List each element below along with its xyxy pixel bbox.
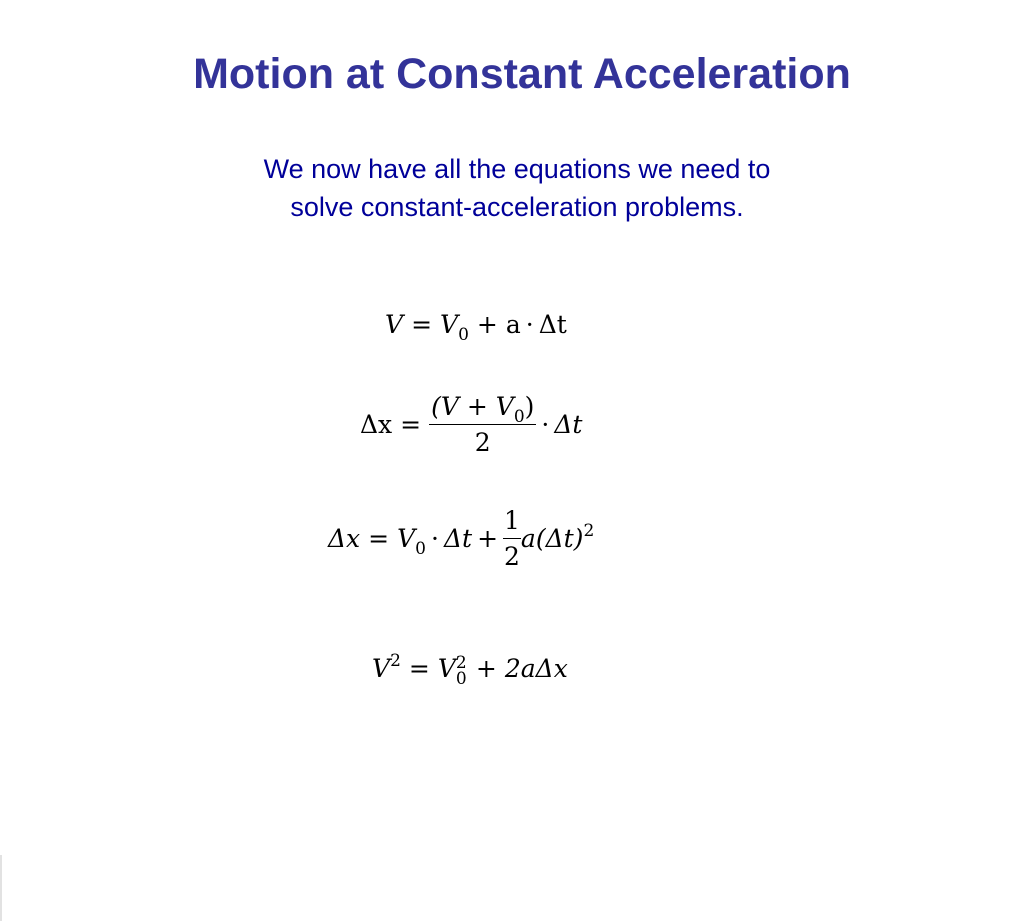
eq3-a: a: [520, 524, 536, 553]
left-edge-divider: [0, 855, 2, 921]
eq3-tail: [520, 521, 595, 553]
equation-displacement-average: [360, 392, 582, 457]
eq4-plus: +: [475, 654, 497, 683]
eq4-v-sup: 2: [390, 651, 401, 671]
eq1-v: V: [385, 310, 404, 339]
eq4-two-a: 2a: [504, 654, 536, 683]
eq3-half-num: 1: [503, 506, 521, 539]
eq4-v0-scripts: [455, 653, 468, 689]
eq1-dt: Δt: [538, 310, 567, 339]
subtitle-line-2: solve constant-acceleration problems.: [290, 192, 744, 222]
eq3-dx: Δx: [328, 524, 361, 553]
eq1-v0-base: V: [440, 310, 459, 339]
eq1-a: a: [505, 310, 521, 339]
equation-velocity-time: [385, 310, 567, 345]
equation-velocity-displacement: [372, 651, 568, 689]
eq4-v0-sup: 2: [455, 653, 467, 673]
eq2-numerator-text: (V + V: [431, 392, 514, 421]
eq3-v0-base: V: [397, 524, 416, 553]
eq3-paren-dt: (Δt): [535, 524, 584, 553]
eq2-denominator: 2: [474, 428, 491, 457]
eq3-dot: ·: [431, 524, 439, 553]
slide-title: Motion at Constant Acceleration: [193, 50, 851, 98]
eq3-v0-sub: 0: [415, 539, 426, 559]
eq2-dx: Δx: [360, 410, 393, 439]
eq3-dt: Δt: [443, 524, 473, 553]
eq3-half-fraction: [503, 506, 521, 571]
eq4-v0-base: V: [437, 654, 456, 683]
eq4-v: V: [372, 654, 391, 683]
eq3-equals: =: [368, 524, 390, 553]
eq1-v0-sub: 0: [458, 325, 469, 345]
eq2-fraction: [429, 392, 536, 457]
eq1-dot: ·: [525, 310, 534, 339]
eq4-v0-sub: 0: [455, 669, 467, 689]
eq4-dx: Δx: [535, 654, 568, 683]
slide-subtitle: [0, 150, 1024, 226]
eq4-equals: =: [408, 654, 430, 683]
equation-displacement-time: [328, 506, 594, 571]
eq3-v0: [397, 524, 426, 559]
eq2-dot: ·: [541, 410, 550, 439]
subtitle-line-1: We now have all the equations we need to: [263, 154, 771, 184]
eq3-plus: +: [477, 524, 499, 553]
eq2-numerator: [429, 392, 536, 425]
eq1-plus: +: [476, 310, 498, 339]
eq2-numerator-sub: 0: [513, 407, 525, 427]
eq1-equals: =: [411, 310, 433, 339]
eq2-equals: =: [400, 410, 422, 439]
eq3-half-den: 2: [504, 542, 520, 571]
eq3-square: 2: [583, 521, 595, 541]
eq2-numerator-close: ): [524, 392, 535, 421]
eq2-dt: Δt: [554, 410, 583, 439]
